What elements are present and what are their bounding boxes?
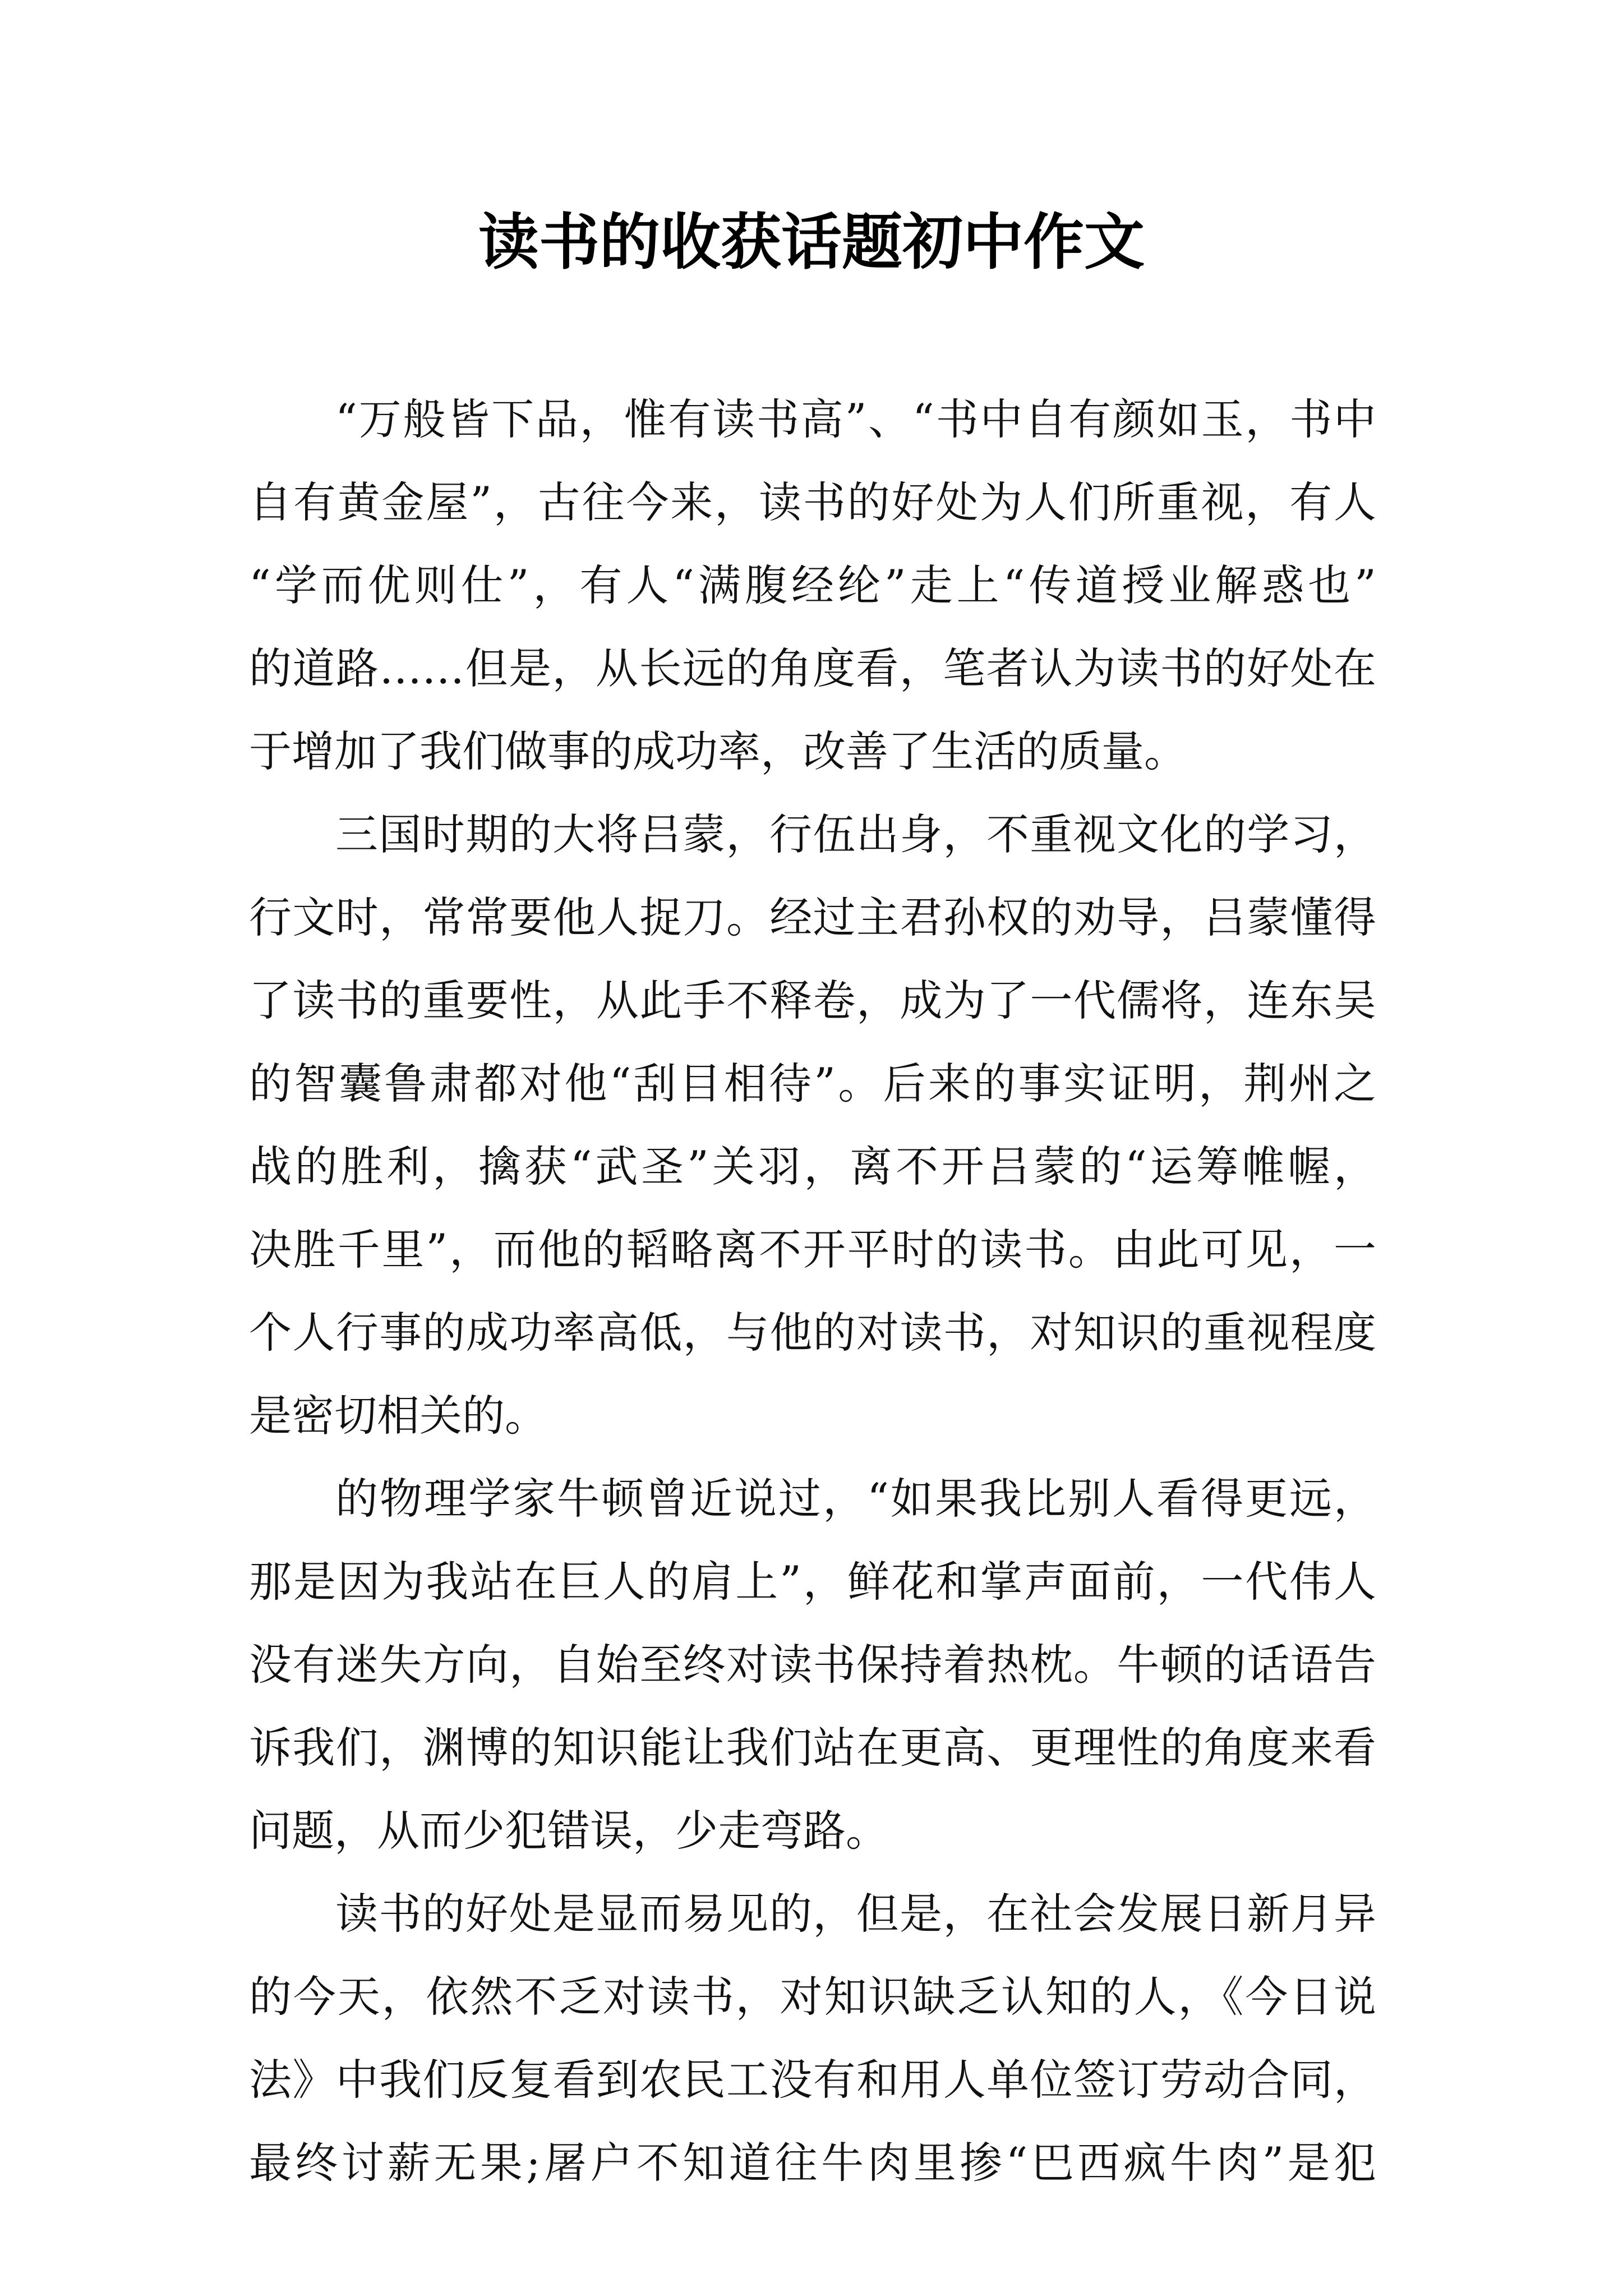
text-line: “学而优则仕”，有人“满腹经纶”走上“传道授业解惑也”	[249, 560, 1376, 610]
text-line: 读书的好处是显而易见的，但是，在社会发展日新月异	[335, 1889, 1376, 1939]
document-title: 读书的收获话题初中作文	[478, 207, 1145, 278]
paragraph-2	[249, 793, 1376, 1457]
text-line: 自有黄金屋”，古往今来，读书的好处为人们所重视，有人	[249, 477, 1376, 527]
text-line: 最终讨薪无果;屠户不知道往牛肉里掺“巴西疯牛肉”是犯	[249, 2138, 1376, 2188]
text-line: 没有迷失方向，自始至终对读书保持着热枕。牛顿的话语告	[249, 1640, 1376, 1690]
text-line: 的今天，依然不乏对读书，对知识缺乏认知的人，《今日说	[249, 1972, 1376, 2022]
paragraph-3	[249, 1457, 1376, 1872]
text-line: 法》中我们反复看到农民工没有和用人单位签订劳动合同，	[249, 2055, 1376, 2105]
text-line: 于增加了我们做事的成功率，改善了生活的质量。	[249, 726, 1187, 776]
paragraph-4	[249, 1872, 1376, 2205]
text-line: 决胜千里”，而他的韬略离不开平时的读书。由此可见，一	[249, 1225, 1376, 1274]
text-line: 问题，从而少犯错误，少走弯路。	[249, 1806, 888, 1856]
text-line: 战的胜利，擒获“武圣”关羽，离不开吕蒙的“运筹帷幄，	[249, 1142, 1376, 1191]
text-line: 那是因为我站在巨人的肩上”，鲜花和掌声面前，一代伟人	[249, 1557, 1376, 1607]
text-line: 诉我们，渊博的知识能让我们站在更高、更理性的角度来看	[249, 1723, 1376, 1773]
text-line: 的物理学家牛顿曾近说过，“如果我比别人看得更远，	[335, 1474, 1376, 1524]
text-line: 的道路……但是，从长远的角度看，笔者认为读书的好处在	[249, 643, 1376, 693]
text-line: 了读书的重要性，从此手不释卷，成为了一代儒将，连东吴	[249, 976, 1376, 1025]
text-line: 三国时期的大将吕蒙，行伍出身，不重视文化的学习，	[335, 809, 1376, 859]
text-line: 个人行事的成功率高低，与他的对读书，对知识的重视程度	[249, 1308, 1376, 1358]
text-line: 行文时，常常要他人捉刀。经过主君孙权的劝导，吕蒙懂得	[249, 892, 1376, 942]
text-line: “万般皆下品，惟有读书高”、“书中自有颜如玉，书中	[335, 394, 1376, 444]
text-line: 的智囊鲁肃都对他“刮目相待”。后来的事实证明，荆州之	[249, 1059, 1376, 1108]
paragraph-1	[249, 378, 1376, 793]
document-body	[249, 378, 1376, 2205]
text-line: 是密切相关的。	[249, 1391, 547, 1441]
